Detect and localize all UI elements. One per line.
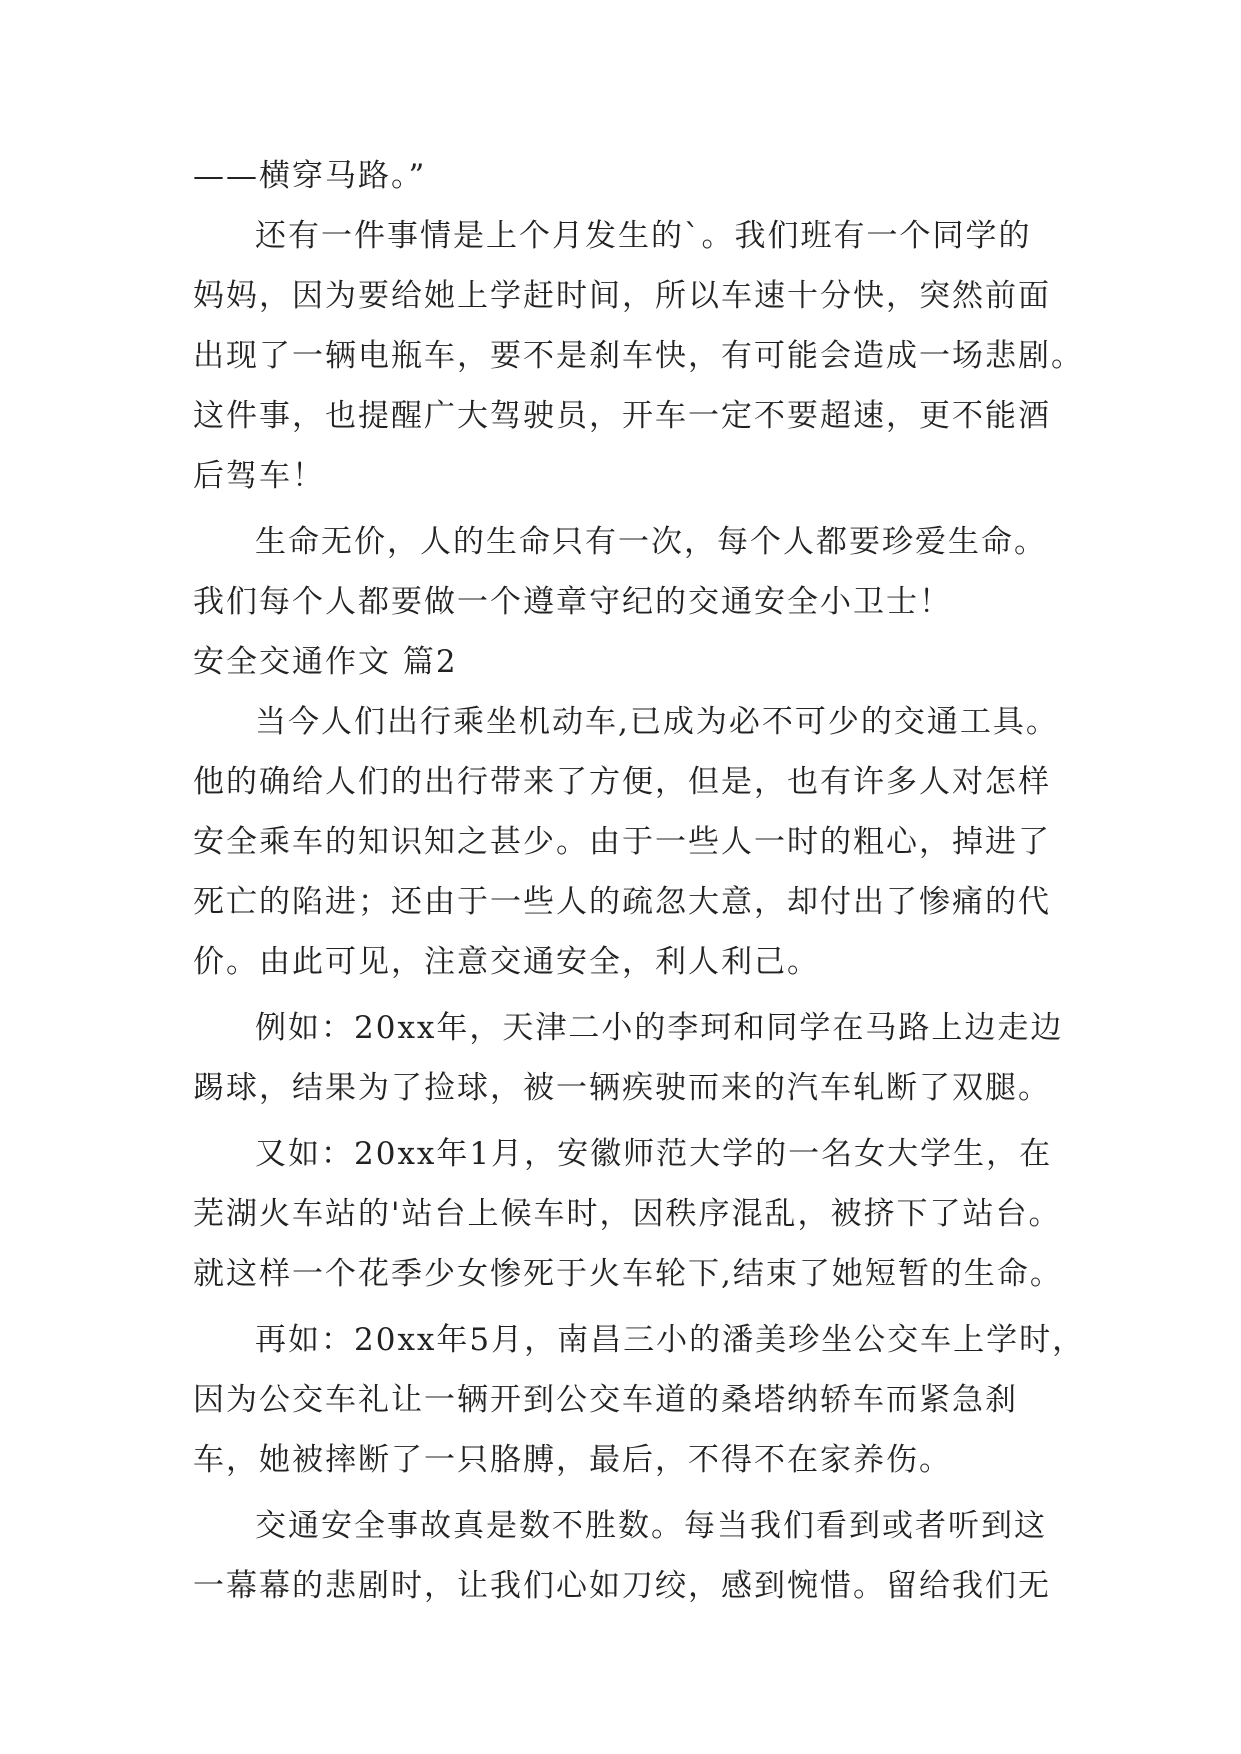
paragraph-line: 又如：20xx年1月，安徽师范大学的一名女大学生，在 [255, 1136, 1053, 1172]
paragraph-1 [193, 155, 1073, 197]
paragraph-line: ——横穿马路。” [193, 158, 427, 194]
paragraph-line: 再如：20xx年5月，南昌三小的潘美珍坐公交车上学时， [255, 1322, 1086, 1358]
document-page [193, 155, 1086, 1607]
paragraph-8 [193, 1505, 1073, 1607]
paragraph-line: 踢球，结果为了捡球，被一辆疾驶而来的汽车轧断了双腿。 [193, 1070, 1051, 1106]
paragraph-line: 就这样一个花季少女惨死于火车轮下,结束了她短暂的生命。 [193, 1256, 1063, 1292]
paragraph-line: 芜湖火车站的'站台上候车时，因秩序混乱，被挤下了站台。 [193, 1196, 1062, 1232]
paragraph-line: 还有一件事情是上个月发生的`。我们班有一个同学的 [255, 218, 1032, 254]
paragraph-line: 后驾车！ [193, 458, 325, 494]
paragraph-line: 一幕幕的悲剧时，让我们心如刀绞，感到惋惜。留给我们无 [193, 1568, 1051, 1604]
paragraph-line: 安全乘车的知识知之甚少。由于一些人一时的粗心，掉进了 [193, 824, 1051, 860]
paragraph-line: 交通安全事故真是数不胜数。每当我们看到或者听到这 [255, 1508, 1047, 1544]
paragraph-line: 价。由此可见，注意交通安全，利人利己。 [193, 944, 820, 980]
paragraph-line: 死亡的陷进；还由于一些人的疏忽大意，却付出了惨痛的代 [193, 884, 1051, 920]
paragraph-line: 生命无价，人的生命只有一次，每个人都要珍爱生命。 [255, 524, 1047, 560]
paragraph-line: 他的确给人们的出行带来了方便，但是，也有许多人对怎样 [193, 764, 1051, 800]
paragraph-line: 车，她被摔断了一只胳膊，最后，不得不在家养伤。 [193, 1442, 952, 1478]
paragraph-4 [193, 701, 1073, 983]
paragraph-line: 我们每个人都要做一个遵章守纪的交通安全小卫士！ [193, 584, 952, 620]
paragraph-line: 妈妈，因为要给她上学赶时间，所以车速十分快，突然前面 [193, 278, 1051, 314]
paragraph-6 [193, 1133, 1073, 1295]
paragraph-line: 出现了一辆电瓶车，要不是刹车快，有可能会造成一场悲剧。 [193, 338, 1084, 374]
paragraph-line: 当今人们出行乘坐机动车,已成为必不可少的交通工具。 [255, 704, 1059, 740]
section-heading: 安全交通作文 篇2 [193, 644, 458, 680]
paragraph-3 [193, 521, 1073, 623]
paragraph-5 [193, 1007, 1073, 1109]
paragraph-7 [193, 1319, 1086, 1481]
paragraph-line: 这件事，也提醒广大驾驶员，开车一定不要超速，更不能酒 [193, 398, 1051, 434]
paragraph-line: 因为公交车礼让一辆开到公交车道的桑塔纳轿车而紧急刹 [193, 1382, 1018, 1418]
paragraph-line: 例如：20xx年，天津二小的李珂和同学在马路上边走边 [255, 1010, 1064, 1046]
paragraph-2 [193, 215, 1084, 497]
